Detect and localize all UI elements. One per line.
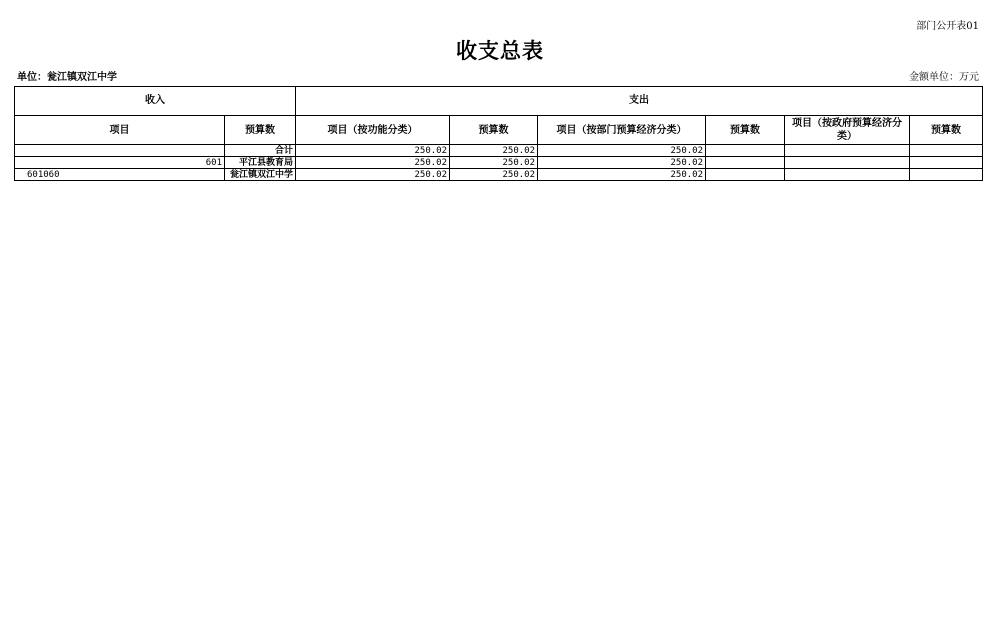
cell-code: 601: [15, 157, 225, 169]
col-dept-item: 项目（按部门预算经济分类）: [538, 116, 706, 145]
table-row: [15, 169, 983, 181]
cell-name: 瓮江镇双江中学: [225, 169, 296, 181]
cell-func-budget: 250.02: [296, 157, 450, 169]
cell-dept-item: 250.02: [450, 145, 538, 157]
col-income-item: 项目: [15, 116, 225, 145]
cell-code: 601060: [15, 169, 225, 181]
table-row-total: [15, 145, 983, 157]
cell-dept-item: 250.02: [450, 169, 538, 181]
col-dept-budget: 预算数: [706, 116, 785, 145]
col-gov-item: 项目（按政府预算经济分类）: [785, 116, 910, 145]
cell-name: 合计: [225, 145, 296, 157]
cell-empty: [706, 157, 785, 169]
cell-empty: [785, 157, 910, 169]
cell-func-budget: 250.02: [296, 145, 450, 157]
col-gov-budget: 预算数: [910, 116, 983, 145]
section-header-row: [15, 87, 983, 116]
income-section-header: 收入: [15, 87, 296, 116]
column-header-row: [15, 116, 983, 145]
cell-func-budget: 250.02: [296, 169, 450, 181]
col-func-budget: 预算数: [450, 116, 538, 145]
cell-empty: [785, 145, 910, 157]
cell-dept-budget: 250.02: [538, 157, 706, 169]
cell-code: [15, 145, 225, 157]
cell-empty: [706, 145, 785, 157]
cell-empty: [910, 157, 983, 169]
cell-name: 平江县教育局: [225, 157, 296, 169]
col-func-item: 项目（按功能分类）: [296, 116, 450, 145]
cell-dept-budget: 250.02: [538, 169, 706, 181]
expense-section-header: 支出: [296, 87, 983, 116]
cell-dept-budget: 250.02: [538, 145, 706, 157]
cell-empty: [910, 145, 983, 157]
cell-empty: [785, 169, 910, 181]
cell-empty: [910, 169, 983, 181]
amount-unit-label: 金额单位：万元: [909, 72, 979, 83]
unit-label: 单位：瓮江镇双江中学: [17, 72, 117, 83]
page-title: 收支总表: [456, 39, 544, 63]
table-row: [15, 157, 983, 169]
col-income-budget: 预算数: [225, 116, 296, 145]
form-code: 部门公开表01: [916, 21, 979, 32]
cell-dept-item: 250.02: [450, 157, 538, 169]
summary-table: [14, 86, 983, 181]
cell-empty: [706, 169, 785, 181]
